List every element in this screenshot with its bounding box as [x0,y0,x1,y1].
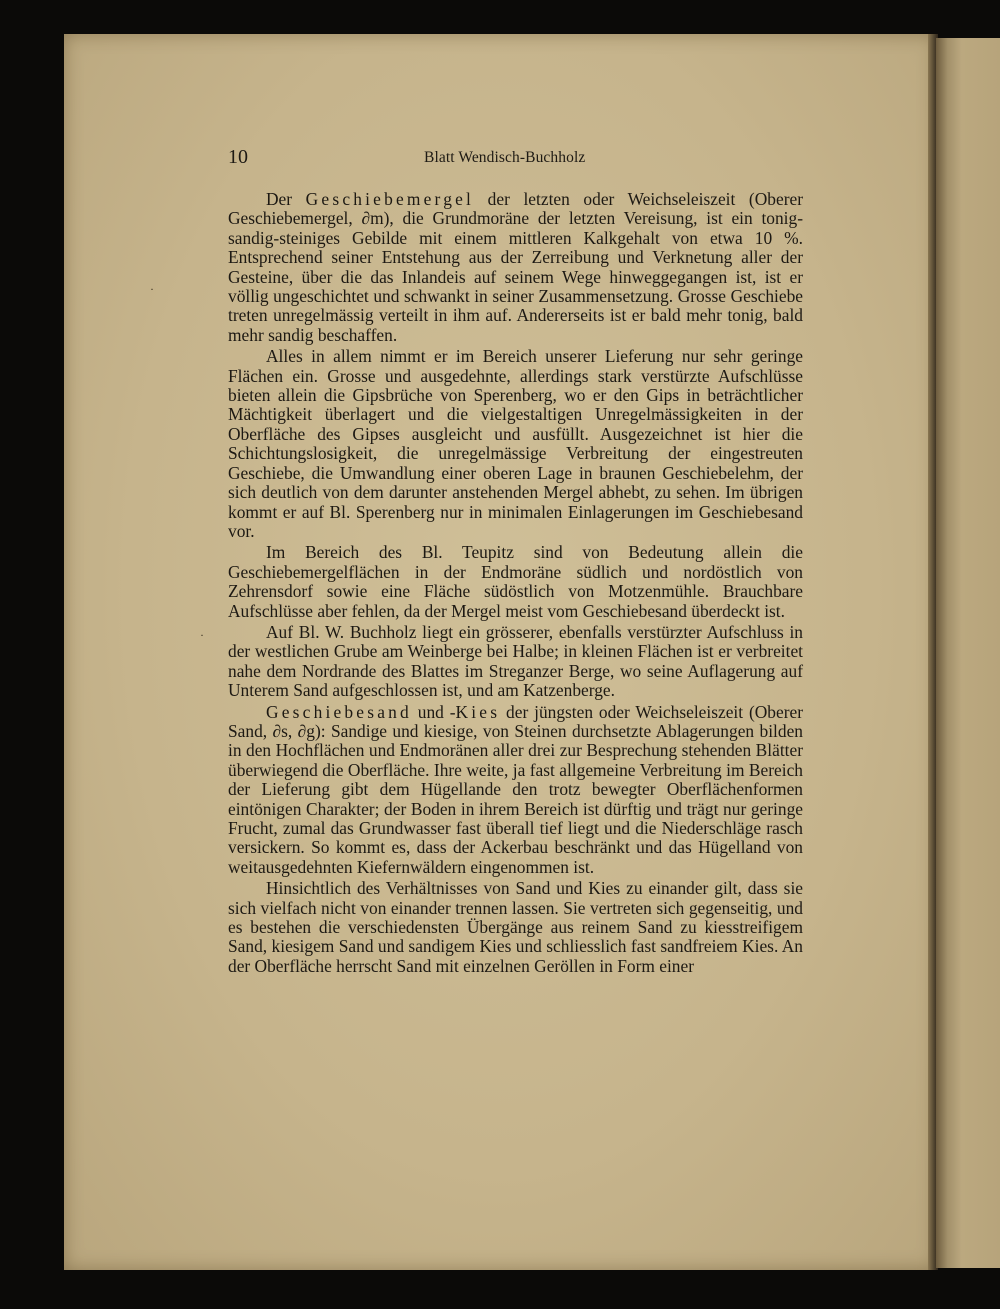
margin-speck: · [150,282,154,296]
margin-speck: · [200,628,204,642]
term-kies: Kies [455,701,501,722]
term-geschiebemergel: Geschiebemergel [305,189,475,209]
paragraph-buchholz: Auf Bl. W. Buchholz liegt ein grösserer, ebenfalls verstürzter Aufschluss in der westlichen Grube am Weinberge bei Halbe; in kleinen Flächen ist er verbreitet nahe dem Nordrande des Blattes im Streganzer Berge, wo seine Auflagerung auf Unterem Sand aufgeschlossen ist, und am Katzenberge. [228,621,803,701]
adjacent-page-edge [936,38,1000,1268]
paragraph-text: der jüngsten oder Weichseleiszeit (Oberer Sand, ∂s, ∂g): Sandige und kiesige, von Steinen durchsetzte Ablagerungen bilden in den Hochflächen und Endmoränen aller drei zur Besprechung stehenden Blätter überwiegend die Oberfläche. Ihre weite, ja fast allgemeine Verbreitung im Bereich der Lieferung gibt dem Hügellande den trotz bewegter Oberflächenformen eintönigen Charakter; der Boden in ihrem Bereich ist dürftig und trägt nur geringe Frucht, zumal das Grundwasser fast überall tief liegt und die Niederschläge rasch versickern. So kommt es, dass der Ackerbau beschränkt und das Hügelland von weitausgedehnten Kiefernwäldern eingenommen ist. [228,701,804,877]
paragraph-geschiebemergel [228,190,803,345]
paragraph-text: der letzten oder Weichseleiszeit (Oberer Geschiebemergel, ∂m), die Grundmoräne der letzten Vereisung, ist ein tonig-sandig-steiniges Gebilde mit einem mittleren Kalkgehalt von etwa 10 %. Entsprechend seiner Entstehung aus der Zerreibung und Verknetung aller der Gesteine, über die das Inlandeis auf seinem Wege hinweggegangen ist, ist er völlig ungeschichtet und schwankt in seiner Zusammensetzung. Grosse Geschiebe treten unregelmässig verteilt in ihm auf. Andererseits ist er bald mehr tonig, bald mehr sandig beschaffen. [228,189,803,345]
paragraph-teupitz: Im Bereich des Bl. Teupitz sind von Bedeutung allein die Geschiebemergelflächen in der Endmoräne südlich und nordöstlich von Zehrensdorf sowie eine Fläche südöstlich von Motzenmühle. Brauchbare Aufschlüsse aber fehlen, da der Mergel meist vom Geschiebesand überdeckt ist. [228,542,803,621]
paragraph-sand-kies: Hinsichtlich des Verhältnisses von Sand und Kies zu einander gilt, dass sie sich vielfach nicht von einander trennen lassen. Sie vertreten sich gegenseitig, und es bestehen die verschiedensten Übergänge aus reinem Sand zu kiesstreifigem Sand, kiesigem Sand und sandigem Kies und schliesslich fast sandfreiem Kies. An der Oberfläche herrscht Sand mit einzelnen Geröllen in Form einer [228,878,803,976]
paragraph-sperenberg: Alles in allem nimmt er im Bereich unserer Lieferung nur sehr geringe Flächen ein. Grosse und ausgedehnte, allerdings stark verstürzte Aufschlüsse bieten allein die Gipsbrüche von Sperenberg, wo er den Gips in beträchtlicher Mächtigkeit überlagert und die vielgestaltigen Unregelmässigkeiten in der Oberfläche des Gipses ausgleicht und ausfüllt. Ausgezeichnet ist hier die Schichtungslosigkeit, die unregelmässige Verbreitung der eingestreuten Geschiebe, die Umwandlung einer oberen Lage in braunen Geschiebelehm, der sich deutlich von dem darunter anstehenden Mergel abhebt, zu sehen. Im übrigen kommt er auf Bl. Sperenberg nur in minimalen Einlagerungen im Geschiebesand vor. [228,346,803,541]
page-header [228,146,803,172]
paragraph-lead: Der [266,189,306,209]
term-geschiebesand: Geschiebesand [266,701,412,722]
paragraph-geschiebesand [228,703,803,878]
page-number: 10 [228,146,248,168]
running-title: Blatt Wendisch-Buchholz [424,149,586,166]
body-text [228,190,803,978]
paragraph-connector: und - [411,701,456,722]
